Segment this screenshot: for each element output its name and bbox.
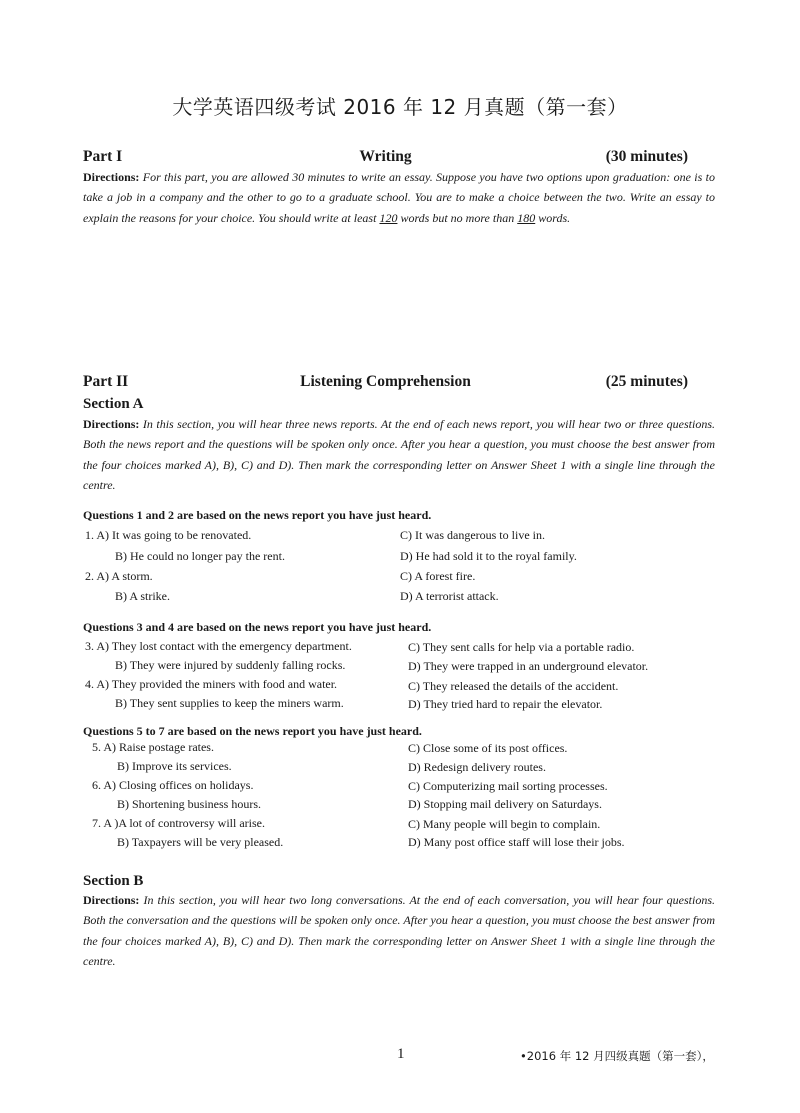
option-6c: C) Computerizing mail sorting processes.	[408, 779, 608, 793]
option-7c: C) Many people will begin to complain.	[408, 817, 601, 831]
option-3b: B) They were injured by suddenly falling rocks.	[115, 658, 346, 672]
option-2a: 2. A) A storm.	[85, 569, 153, 583]
option-5c: C) Close some of its post offices.	[408, 741, 568, 755]
option-6d: D) Stopping mail delivery on Saturdays.	[408, 797, 602, 811]
directions-text: In this section, you will hear two long conversations. At the end of each conversation, you will hear four questions. Both the conversation and the questions will be spoken only once. After you hear a question, you must choose the best answer from the four choices marked A), B), C) and D). Then mark the corresponding letter on Answer Sheet 1 with a single line through the centre.	[83, 893, 715, 968]
writing-directions	[83, 167, 715, 228]
section-a-directions	[83, 414, 715, 495]
part-2-header	[83, 373, 688, 393]
part-name: Part I	[83, 148, 123, 165]
max-words: 180	[517, 210, 536, 225]
directions-label: Directions:	[83, 893, 140, 907]
option-3c: C) They sent calls for help via a portable radio.	[408, 640, 635, 654]
option-4b: B) They sent supplies to keep the miners warm.	[115, 696, 344, 710]
option-1d: D) He had sold it to the royal family.	[400, 549, 577, 563]
page-title: 大学英语四级考试 2016 年 12 月真题（第一套）	[172, 95, 628, 119]
option-2b: B) A strike.	[115, 589, 171, 603]
directions-text: words.	[535, 210, 571, 225]
directions-text: For this part, you are allowed 30 minutes to write an essay. Suppose you have two options upon graduation: one is to take a job in a company and the other to go to a graduate school. You are to make a choice between the two. Write an essay to explain the reasons for your choice. You should write at least	[83, 170, 715, 225]
option-5b: B) Improve its services.	[117, 759, 232, 773]
option-6b: B) Shortening business hours.	[117, 797, 261, 811]
page-number: 1	[397, 1046, 405, 1062]
section-b-title: Section B	[83, 873, 144, 889]
option-7b: B) Taxpayers will be very pleased.	[117, 835, 284, 849]
option-3d: D) They were trapped in an underground elevator.	[408, 659, 649, 673]
option-4d: D) They tried hard to repair the elevator.	[408, 697, 603, 711]
part-time: (25 minutes)	[605, 373, 688, 390]
directions-text: In this section, you will hear three news reports. At the end of each news report, you will hear two or three questions. Both the news report and the questions will be spoken only once. After you hear a question, you must choose the best answer from the four choices marked A), B), C) and D). Then mark the corresponding letter on Answer Sheet 1 with a single line through the centre.	[83, 417, 715, 492]
question-group-heading: Questions 3 and 4 are based on the news report you have just heard.	[83, 620, 432, 634]
part-name: Part II	[83, 373, 129, 390]
option-1c: C) It was dangerous to live in.	[400, 528, 545, 542]
directions-label: Directions:	[83, 170, 140, 184]
directions-label: Directions:	[83, 417, 140, 431]
min-words: 120	[379, 210, 398, 225]
option-3a: 3. A) They lost contact with the emergency department.	[85, 639, 352, 653]
option-1a: 1. A) It was going to be renovated.	[85, 528, 252, 542]
option-6a: 6. A) Closing offices on holidays.	[92, 778, 254, 792]
option-4a: 4. A) They provided the miners with food and water.	[85, 677, 338, 691]
option-7a: 7. A )A lot of controversy will arise.	[92, 816, 265, 830]
question-group-heading: Questions 5 to 7 are based on the news report you have just heard.	[83, 724, 422, 738]
option-7d: D) Many post office staff will lose their jobs.	[408, 835, 625, 849]
section-a-title: Section A	[83, 396, 144, 412]
option-5d: D) Redesign delivery routes.	[408, 760, 546, 774]
option-5a: 5. A) Raise postage rates.	[92, 740, 214, 754]
option-2c: C) A forest fire.	[400, 569, 476, 583]
section-b-directions	[83, 890, 715, 971]
question-group-heading: Questions 1 and 2 are based on the news report you have just heard.	[83, 508, 432, 522]
option-2d: D) A terrorist attack.	[400, 589, 499, 603]
part-1-header	[83, 148, 688, 168]
directions-text: words but no more than	[397, 210, 518, 225]
option-4c: C) They released the details of the accident.	[408, 679, 619, 693]
part-heading: Listening Comprehension	[300, 373, 471, 390]
page-footer: •2016 年 12 月四级真题（第一套），	[520, 1049, 714, 1063]
option-1b: B) He could no longer pay the rent.	[115, 549, 285, 563]
part-heading: Writing	[359, 148, 412, 165]
part-time: (30 minutes)	[605, 148, 688, 165]
